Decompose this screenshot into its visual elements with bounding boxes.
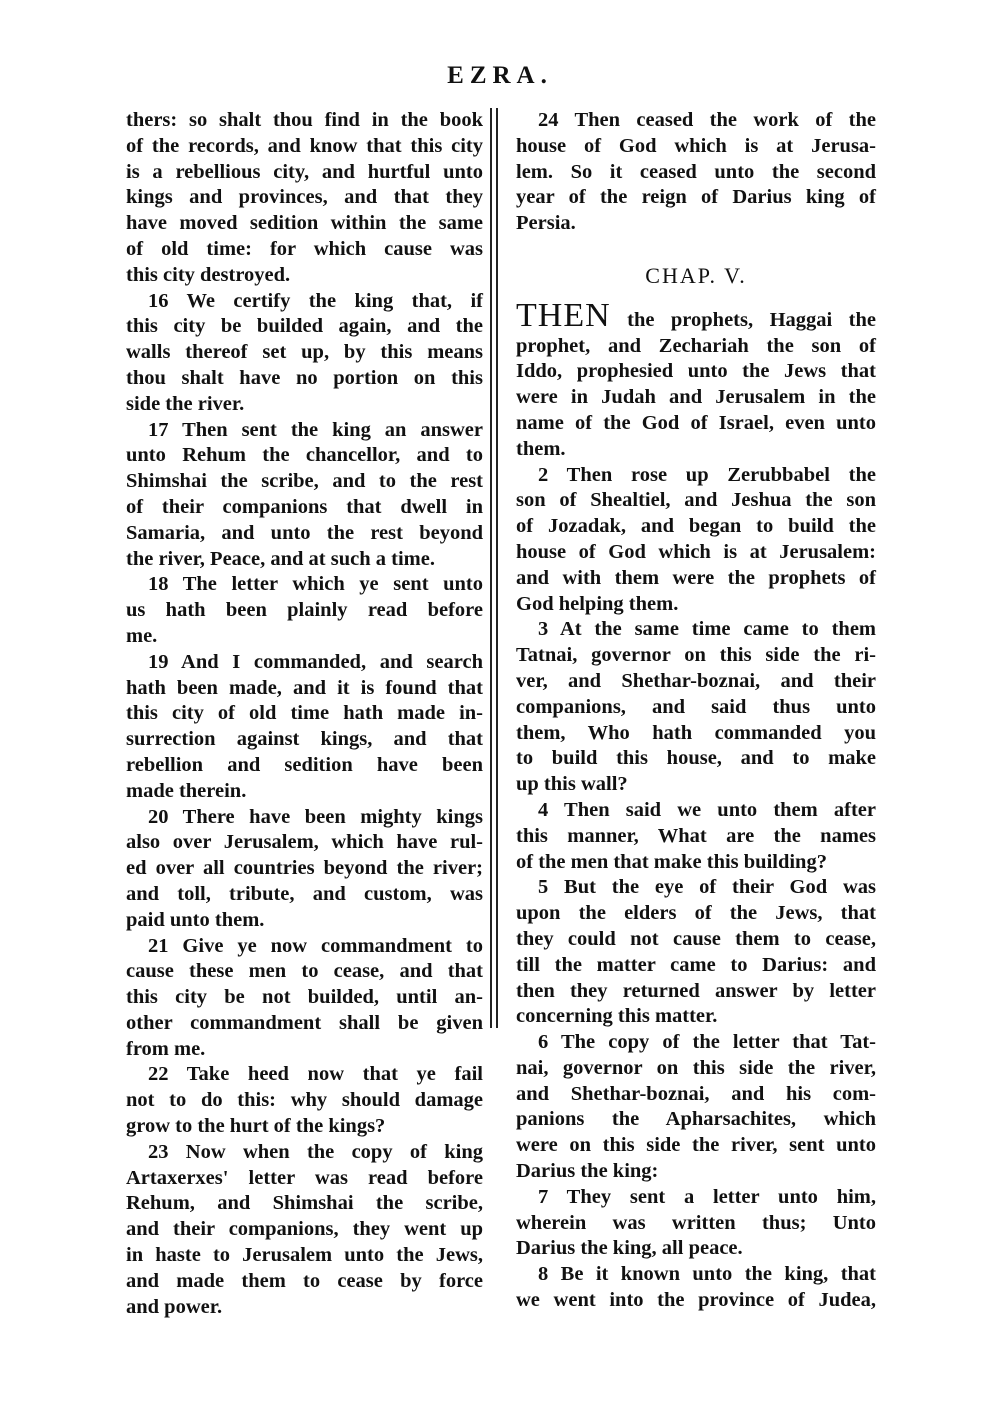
text-line: Persia. xyxy=(516,212,576,235)
text-line: lem. So it ceased unto the second xyxy=(516,160,876,183)
text-line: rebellion and sedition have been xyxy=(126,753,483,776)
text-line: surrection against kings, and that xyxy=(126,728,483,751)
text-line: to build this house, and to make xyxy=(516,747,876,770)
text-line: Darius the king, all peace. xyxy=(516,1237,743,1260)
text-line: then they returned answer by letter xyxy=(516,979,876,1002)
text-line: and Shethar-boznai, and his com- xyxy=(516,1082,876,1105)
text-line: ed over all countries beyond the river; xyxy=(126,857,483,880)
right-column xyxy=(516,108,876,1314)
text-line: cause these men to cease, and that xyxy=(126,960,483,983)
text-line: 3 At the same time came to them xyxy=(538,618,876,641)
text-line: were on this side the river, sent unto xyxy=(516,1134,876,1157)
text-line: this manner, What are the names xyxy=(516,824,876,847)
chapter-first-line xyxy=(516,296,876,334)
text-line: up this wall? xyxy=(516,773,628,796)
text-line: grow to the hurt of the kings? xyxy=(126,1115,386,1138)
text-line: me. xyxy=(126,624,158,647)
text-line: prophet, and Zechariah the son of xyxy=(516,334,876,357)
page-header: EZRA. xyxy=(447,62,553,89)
text-line: 7 They sent a letter unto him, xyxy=(538,1185,876,1208)
text-line: 17 Then sent the king an answer xyxy=(148,418,483,441)
text-line: paid unto them. xyxy=(126,908,265,931)
text-line: also over Jerusalem, which have rul- xyxy=(126,831,483,854)
right-column-top xyxy=(516,108,876,237)
text-line: Iddo, prophesied unto the Jews that xyxy=(516,360,876,383)
text-line: upon the elders of the Jews, that xyxy=(516,902,876,925)
text-line: of the men that make this building? xyxy=(516,850,827,873)
text-line: and toll, tribute, and custom, was xyxy=(126,882,483,905)
text-line: 4 Then said we unto them after xyxy=(538,798,876,821)
text-line: we went into the province of Judea, xyxy=(516,1289,876,1312)
text-line: Artaxerxes' letter was read before xyxy=(126,1166,483,1189)
text-line: unto Rehum the chancellor, and to xyxy=(126,444,483,467)
text-line: side the river. xyxy=(126,392,245,415)
text-line: from me. xyxy=(126,1037,206,1060)
text-line: of the records, and know that this city xyxy=(126,134,483,157)
text-line: Tatnai, governor on this side the ri- xyxy=(516,644,876,667)
text-line: in haste to Jerusalem unto the Jews, xyxy=(126,1244,483,1267)
text-line: and made them to cease by force xyxy=(126,1269,483,1292)
text-line: have moved sedition within the same xyxy=(126,212,483,235)
text-line: the river, Peace, and at such a time. xyxy=(126,547,435,570)
text-line: panions the Apharsachites, which xyxy=(516,1108,876,1131)
text-line: this city be not builded, until an- xyxy=(126,986,483,1009)
text-line: 16 We certify the king that, if xyxy=(148,289,483,312)
text-line: 6 The copy of the letter that Tat- xyxy=(538,1031,876,1054)
text-line: is a rebellious city, and hurtful unto xyxy=(126,160,483,183)
text-line: this city be builded again, and the xyxy=(126,315,483,338)
text-line: year of the reign of Darius king of xyxy=(516,186,876,209)
text-line: other commandment shall be given xyxy=(126,1011,483,1034)
text-line: them. xyxy=(516,437,566,460)
first-line-rest: the prophets, Haggai the xyxy=(610,308,876,331)
text-line: wherein was written thus; Unto xyxy=(516,1211,876,1234)
drop-cap: THEN xyxy=(516,296,611,334)
text-line: companions, and said thus unto xyxy=(516,695,876,718)
text-line: and power. xyxy=(126,1295,223,1318)
text-line: Darius the king: xyxy=(516,1160,659,1183)
text-line: 23 Now when the copy of king xyxy=(148,1140,483,1163)
column-divider xyxy=(490,108,498,1028)
text-line: were in Judah and Jerusalem in the xyxy=(516,386,876,409)
text-line: and with them were the prophets of xyxy=(516,566,876,589)
text-line: Samaria, and unto the rest beyond xyxy=(126,521,483,544)
text-line: Rehum, and Shimshai the scribe, xyxy=(126,1192,483,1215)
right-column-body xyxy=(516,334,876,1314)
text-line: 8 Be it known unto the king, that xyxy=(538,1263,876,1286)
text-line: 18 The letter which ye sent unto xyxy=(148,573,483,596)
text-line: 5 But the eye of their God was xyxy=(538,876,876,899)
text-line: house of God which is at Jerusa- xyxy=(516,134,876,157)
left-column xyxy=(126,108,483,1320)
chapter-heading: CHAP. V. xyxy=(645,262,747,288)
text-line: concerning this matter. xyxy=(516,1005,718,1028)
text-line: not to do this: why should damage xyxy=(126,1089,483,1112)
text-line: nai, governor on this side the river, xyxy=(516,1056,876,1079)
text-line: they could not cause them to cease, xyxy=(516,927,876,950)
text-line: of their companions that dwell in xyxy=(126,495,483,518)
text-line: and their companions, they went up xyxy=(126,1218,483,1241)
text-line: Shimshai the scribe, and to the rest xyxy=(126,470,483,493)
text-line: 22 Take heed now that ye fail xyxy=(148,1063,483,1086)
text-line: walls thereof set up, by this means xyxy=(126,341,483,364)
text-line: thers: so shalt thou find in the book xyxy=(126,109,483,131)
text-line: this city destroyed. xyxy=(126,263,291,286)
text-line: God helping them. xyxy=(516,592,679,615)
text-line: of old time: for which cause was xyxy=(126,237,483,260)
text-line: this city of old time hath made in- xyxy=(126,702,483,725)
text-line: hath been made, and it is found that xyxy=(126,676,483,699)
text-line: 2 Then rose up Zerubbabel the xyxy=(538,463,876,486)
text-line: 20 There have been mighty kings xyxy=(148,805,483,828)
text-line: 24 Then ceased the work of the xyxy=(538,109,876,131)
text-line: made therein. xyxy=(126,779,247,802)
text-line: 21 Give ye now commandment to xyxy=(148,934,483,957)
text-line: son of Shealtiel, and Jeshua the son xyxy=(516,489,876,512)
text-line: them, Who hath commanded you xyxy=(516,721,876,744)
text-line: till the matter came to Darius: and xyxy=(516,953,876,976)
text-line: kings and provinces, and that they xyxy=(126,186,483,209)
text-line: 19 And I commanded, and search xyxy=(148,650,483,673)
text-line: thou shalt have no portion on this xyxy=(126,366,483,389)
text-line: ver, and Shethar-boznai, and their xyxy=(516,669,876,692)
text-line: of Jozadak, and began to build the xyxy=(516,515,876,538)
text-line: house of God which is at Jerusalem: xyxy=(516,540,876,563)
text-line: us hath been plainly read before xyxy=(126,599,483,622)
text-line: name of the God of Israel, even unto xyxy=(516,411,876,434)
